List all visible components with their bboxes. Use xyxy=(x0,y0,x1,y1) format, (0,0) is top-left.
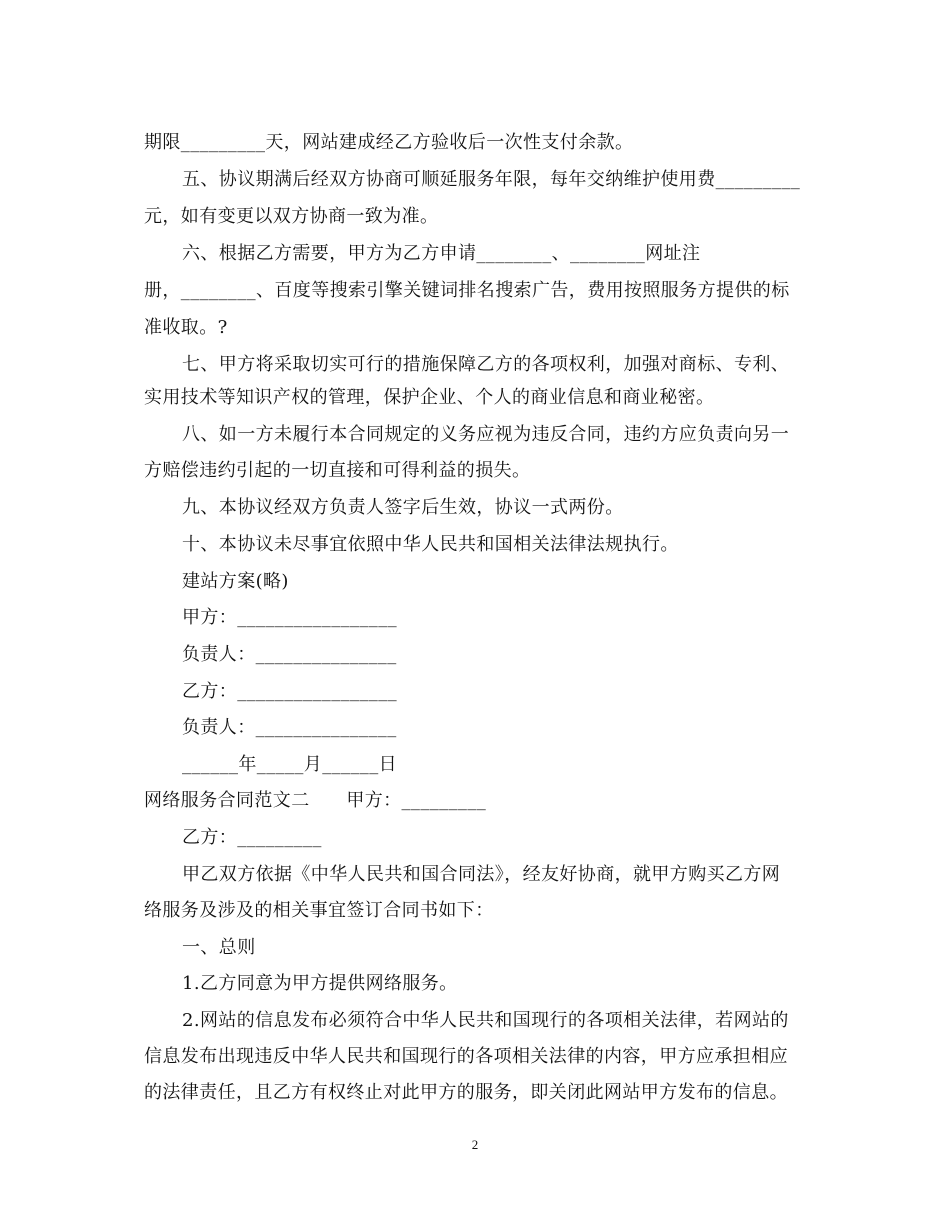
text-line: 甲乙双方依据《中华人民共和国合同法》，经友好协商，就甲方购买乙方网 xyxy=(182,864,781,885)
signature-line-responsible-b: 负责人：_______________ xyxy=(182,717,397,738)
signature-line-party-a: 甲方：_________________ xyxy=(182,607,397,628)
text-line: 册，________、百度等搜索引擎关键词排名搜索广告，费用按照服务方提供的标 xyxy=(144,280,790,301)
text-line: 十、本协议未尽事宜依照中华人民共和国相关法律法规执行。 xyxy=(182,534,679,555)
text-line: 的法律责任，且乙方有权终止对此甲方的服务，即关闭此网站甲方发布的信息。 xyxy=(144,1082,788,1103)
text-line: 准收取。? xyxy=(144,317,228,338)
text-line: 元，如有变更以双方协商一致为准。 xyxy=(144,206,439,227)
text-line: 方赔偿违约引起的一切直接和可得利益的损失。 xyxy=(144,460,531,481)
text-line: 信息发布出现违反中华人民共和国现行的各项相关法律的内容，甲方应承担相应 xyxy=(144,1046,788,1067)
text-line: 2.网站的信息发布必须符合中华人民共和国现行的各项相关法律，若网站的 xyxy=(182,1010,789,1031)
text-line: 实用技术等知识产权的管理，保护企业、个人的商业信息和商业秘密。 xyxy=(144,387,715,408)
text-line: 七、甲方将采取切实可行的措施保障乙方的各项权利，加强对商标、专利、 xyxy=(182,354,790,375)
heading: 一、总则 xyxy=(182,937,256,958)
page-number: 2 xyxy=(471,1137,479,1152)
text-line: 期限_________天，网站建成经乙方验收后一次性支付余款。 xyxy=(144,132,634,153)
signature-line-party-b: 乙方：_________________ xyxy=(182,681,397,702)
text-line: 九、本协议经双方负责人签字后生效，协议一式两份。 xyxy=(182,497,624,518)
date-line: ______年_____月______日 xyxy=(182,754,397,775)
text-line: 五、协议期满后经双方协商可顺延服务年限，每年交纳维护使用费_________ xyxy=(182,169,801,190)
text-line: 络服务及涉及的相关事宜签订合同书如下： xyxy=(144,900,494,921)
text-line: 1.乙方同意为甲方提供网络服务。 xyxy=(182,973,458,994)
text-line: 六、根据乙方需要，甲方为乙方申请________、________网址注 xyxy=(182,243,701,264)
signature-line-responsible-a: 负责人：_______________ xyxy=(182,644,397,665)
text-line: 八、如一方未履行本合同规定的义务应视为违反合同，违约方应负责向另一 xyxy=(182,424,790,445)
text-line: 建站方案(略) xyxy=(182,571,289,592)
section-title: 网络服务合同范文二 甲方：_________ xyxy=(144,790,487,811)
text-line: 乙方：_________ xyxy=(182,827,322,848)
